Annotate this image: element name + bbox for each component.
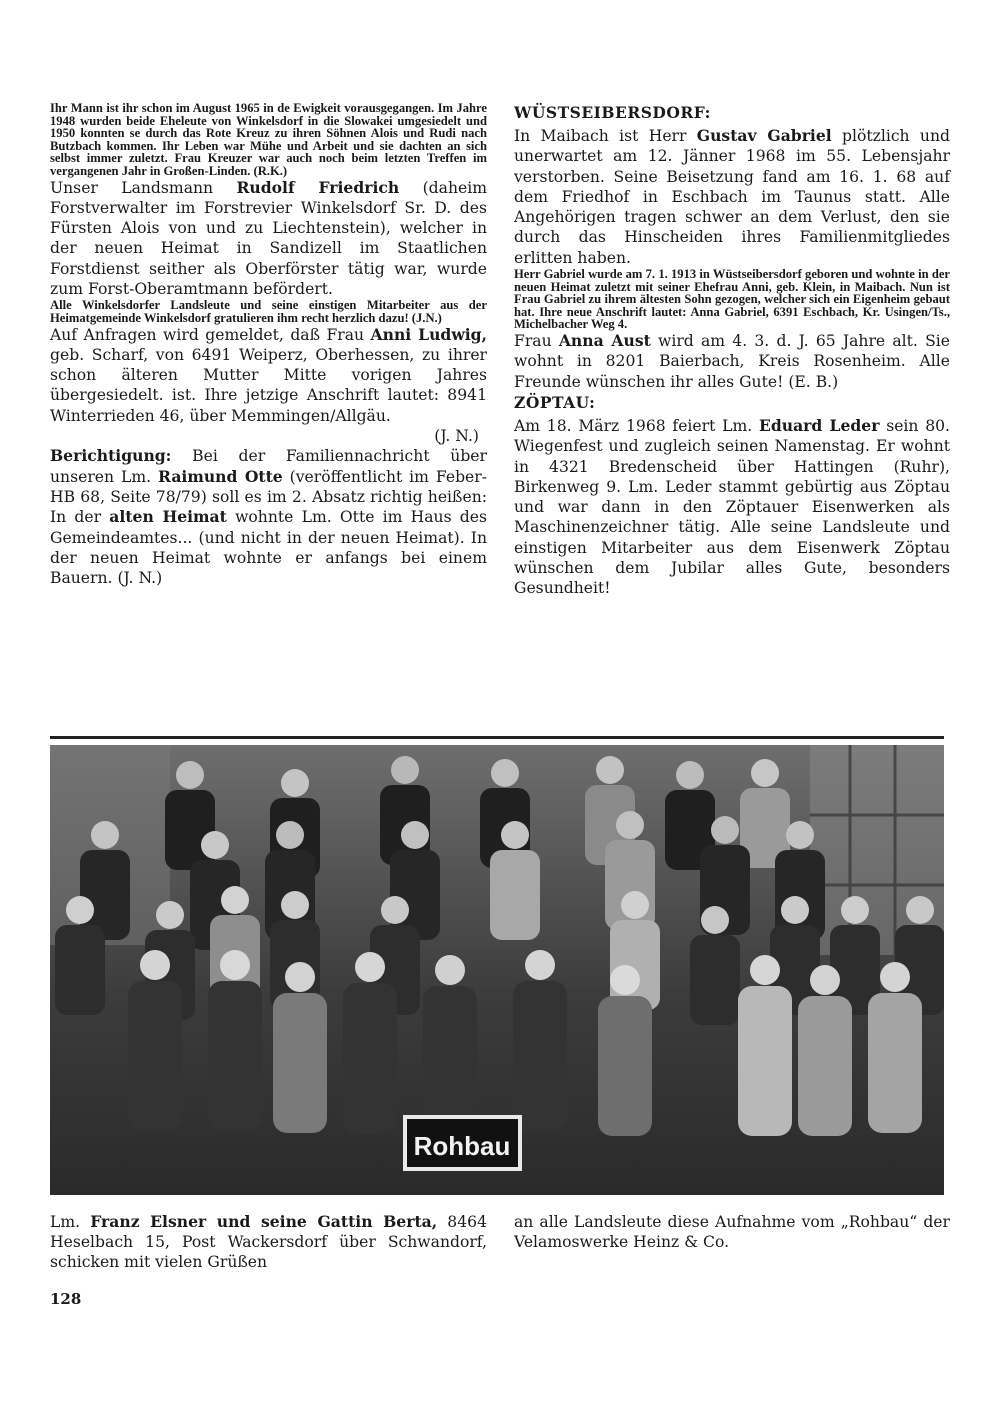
person-name: Gustav Gabriel — [696, 126, 832, 145]
person-name: Eduard Leder — [758, 415, 880, 435]
divider-rule — [50, 736, 944, 739]
signature: (J. N.) — [434, 427, 479, 446]
person-name: Raimund Otte — [158, 466, 283, 486]
gabriel-details: Herr Gabriel wurde am 7. 1. 1913 in Wüstseibersdorf geboren und wohnte in der neuen Heimat zuletzt mit seiner Ehefrau Anni, geb. Klein, in Maibach. Nun ist Frau Gabriel zu ihrem ältesten Sohn gezogen, welcher sich ein Eigenheim gebaut hat. Ihre neue Anschrift lautet: Anna Gabriel, 6391 Eschbach, Kr. Usingen/Ts., Michelbacher Weg 4. — [514, 267, 950, 332]
group-photo-illustration — [50, 745, 944, 1195]
right-column — [514, 102, 950, 599]
photo-caption-left: Lm. Franz Elsner und seine Gattin Berta, 8464 Heselbach 15, Post Wackersdorf über Schwandorf, schicken mit vielen Grüßen — [50, 1212, 487, 1271]
ludwig-notice: Auf Anfragen wird gemeldet, daß Frau Anni Ludwig, geb. Scharf, von 6491 Weiperz, Oberhessen, zu ihrer schon älteren Mutter Mitte vorigen Jahres übergesiedelt. ist. Ihre jetzige Anschrift lautet: 8941 Winterrieden 46, über Memmingen/Allgäu. — [50, 324, 488, 425]
left-column — [50, 102, 487, 588]
section-heading-wuestseibersdorf: WÜSTSEIBERSDORF: — [514, 103, 711, 122]
gabriel-obituary: In Maibach ist Herr Gustav Gabriel plötzlich und unerwartet am 12. Jänner 1968 im 55. Lebensjahr verstorben. Seine Beisetzung fand am 16. 1. 68 auf dem Friedhof in Eschbach im Taunus statt. Alle Angehörigen tragen schwer an dem Verlust, den sie durch das Hinscheiden ihres Familienmitgliedes erlitten haben. — [514, 126, 950, 267]
group-photo — [50, 745, 944, 1195]
emphasis: alten Heimat — [109, 507, 227, 527]
photo-caption-right: an alle Landsleute diese Aufnahme vom „Rohbau“ der Velamoswerke Heinz & Co. — [514, 1213, 950, 1251]
person-name: Rudolf Friedrich — [236, 177, 400, 197]
page-number: 128 — [50, 1290, 82, 1308]
correction-label: Berichtigung: — [50, 446, 172, 466]
rohbau-sign-text: Rohbau — [413, 1131, 511, 1161]
section-heading-zoeptau: ZÖPTAU: — [514, 392, 596, 412]
person-name: Anni Ludwig, — [370, 324, 488, 344]
friedrich-promotion: Unser Landsmann Rudolf Friedrich (daheim Forstverwalter im Forstrevier Winkelsdorf Sr. D. des Fürsten Alois von und zu Liechtenstein), welcher in der neuen Heimat in Sandizell im Staatlichen Forstdienst seither als Oberförster tätig war, wurde zum Forst-Oberamtmann befördert. — [50, 177, 487, 299]
person-name: Anna Aust — [558, 331, 651, 351]
congratulation-note: Alle Winkelsdorfer Landsleute und seine einstigen Mitarbeiter aus der Heimatgemeinde Winkelsdorf gratulieren ihm recht herzlich dazu! (J.N.) — [50, 298, 487, 325]
aust-birthday: Frau Anna Aust wird am 4. 3. d. J. 65 Jahre alt. Sie wohnt in 8201 Baierbach, Kreis Rosenheim. Alle Freunde wünschen ihr alles Gute! (E. B.) — [514, 331, 950, 391]
correction-notice: Berichtigung: Bei der Familiennachricht über unseren Lm. Raimund Otte (veröffentlicht im Feber-HB 68, Seite 78/79) soll es im 2. Absatz richtig heißen: In der alten Heimat wohnte Lm. Otte im Haus des Gemeindeamtes... (und nicht in der neuen Heimat). In der neuen Heimat wohnte er anfangs bei einem Bauern. (J. N.) — [50, 446, 488, 588]
obituary-kreuzer: Ihr Mann ist ihr schon im August 1965 in de Ewigkeit vorausgegangen. Im Jahre 1948 wurden beide Eheleute von Winkelsdorf in die Slowakei umgesiedelt und 1950 konnten se durch das Rote Kreuz zu ihren Söhnen Alois und Rudi nach Butzbach kommen. Ihr Leben war Mühe und Arbeit und sie dachten an sich selbst immer zuletzt. Frau Kreuzer war auch noch beim letzten Treffen im vergangenen Jahr in Großen-Linden. (R.K.) — [50, 101, 487, 178]
leder-birthday: Am 18. März 1968 feiert Lm. Eduard Leder sein 80. Wiegenfest und zugleich seinen Namenstag. Er wohnt in 4321 Bredenscheid über Hattingen (Ruhr), Birkenweg 9. Lm. Leder stammt gebürtig aus Zöptau und war dann in den Zöptauer Eisenwerken als Maschinenzeichner tätig. Alle seine Landsleute und einstigen Mitarbeiter aus dem Eisenwerk Zöptau wünschen dem Jubilar alles Gute, besonders Gesundheit! — [514, 415, 950, 598]
person-name: Franz Elsner und seine Gattin Berta, — [90, 1212, 438, 1231]
